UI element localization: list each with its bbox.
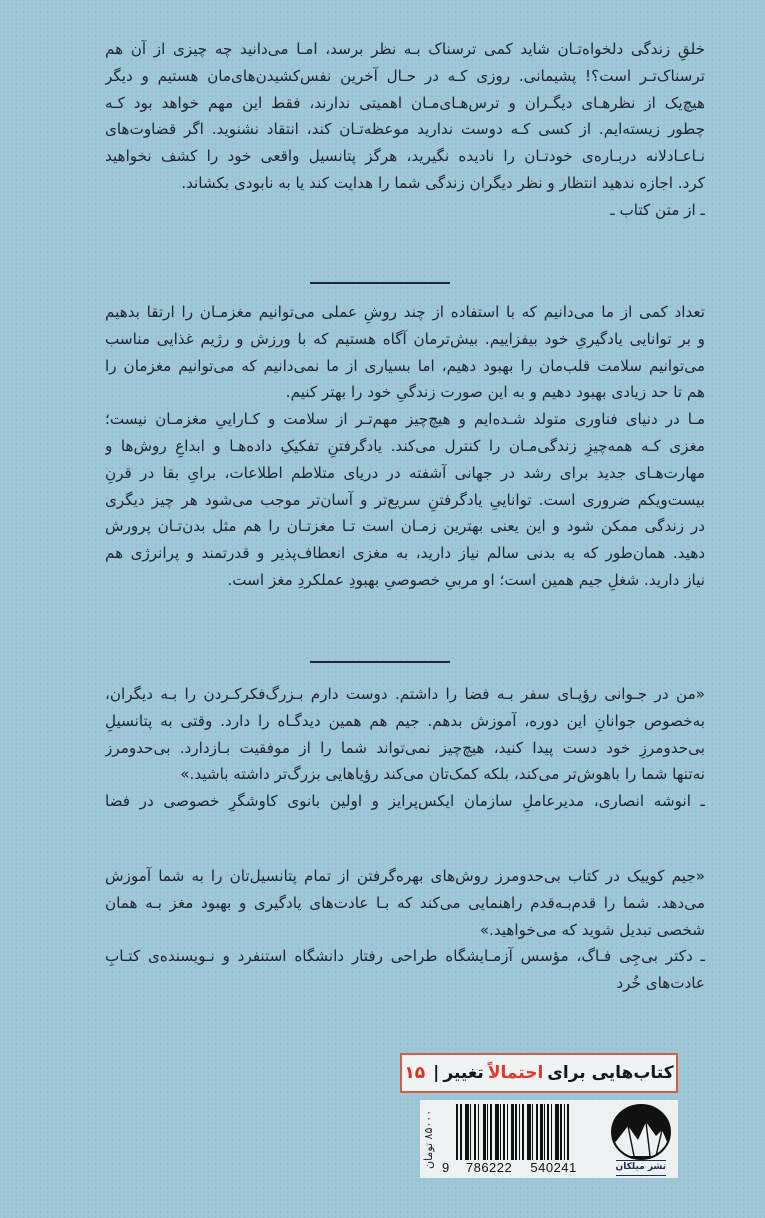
description-line: مهارت‌هـای جدید برای رشد در جهانی آشفته در دریای متلاطم اطلاعات، برایِ بقا در قرنِ — [105, 463, 705, 482]
series-separator: | — [433, 1063, 440, 1083]
section-divider — [310, 661, 450, 663]
description-line: می‌توانیم سلامت قلب‌مان را بهبود دهیم، اما بسیاری از ما نمی‌دانیم که می‌توانیم مغزمان را — [105, 356, 705, 375]
quote-attribution: عادت‌های خُرد — [616, 974, 705, 993]
series-number: ۱۵ — [404, 1063, 426, 1083]
series-label — [400, 1053, 678, 1093]
description-line: تعداد کمی از ما می‌دانیم که با استفاده از چند روشِ عملی می‌توانیم مغزمـان را ارتقا بدهیم — [105, 303, 705, 321]
quote-line: «جیم کوییک در کتاب بی‌حدومرز روش‌های بهره‌گرفتن از تمام پتانسیل‌تان را به شما آموزش — [105, 867, 705, 885]
description-line: نیاز دارید. شغلِ جیم همین است؛ او مربیِ خصوصیِ بهبودِ عملکردِ مغز است. — [227, 570, 705, 589]
series-suffix: تغییر — [443, 1063, 484, 1083]
quote-line: می‌دهد. شما را قدم‌بـه‌قدم راهنمایی می‌کند که بـا عادت‌های یادگیری و بهبود مغز بـه همان — [105, 893, 705, 912]
isbn-barcode-icon — [456, 1104, 596, 1160]
description-line: دهید. همان‌طور که به بدنی سالم نیاز دارید، به مغزی انعطاف‌پذیر و قدرتمند و پرانرژی هم — [105, 544, 705, 563]
excerpt-line: چطور زیسته‌ایم. از کسی کـه دوست ندارید موعظه‌تـان کند، انتقاد نشنوید. اگر قضاوت‌های — [105, 120, 705, 139]
quote-line: بی‌حدومرزِ خود دست پیدا کنید، هیچ‌چیز نمی‌تواند شما را از موفقیت بـازدارد. بی‌حدومرز — [105, 738, 705, 757]
excerpt-line: هیچ‌یک از نظرهـای دیگـران و ترس‌هـای‌مـان اهمیتی ندارند، فقط این مهم خواهد بود کـه — [105, 93, 705, 112]
excerpt-line: خلقِ زندگی دلخواه‌تـان شاید کمی ترسناک بـه نظر برسد، امـا می‌دانید چه چیزی از آن هم — [105, 40, 705, 58]
description-line: مـا در دنیای فناوری متولد شـده‌ایم و هیچ‌چیز مهم‌تـر از سلامت و کـاراییِ مغزمـان نیست؛ — [105, 410, 705, 429]
excerpt-line: نـاعـادلانه دربـاره‌ی خودتـان را نادیده نگیرید، هرگز پتانسیل واقعی خود را کشف نخواهید — [105, 147, 705, 166]
isbn-first-digit: 9 — [442, 1160, 450, 1175]
isbn-group-1: 786222 — [465, 1160, 513, 1175]
excerpt-section — [105, 36, 705, 224]
excerpt-line: کرد. اجازه ندهید انتظار و نظر دیگران زندگی شما را هدایت کند یا به نابودی بکشاند. — [181, 173, 705, 192]
publisher-name: نشر میلکان — [616, 1160, 666, 1176]
excerpt-attribution: ـ از متن کتاب ـ — [610, 200, 705, 219]
isbn-digits — [442, 1160, 577, 1175]
description-line: بیست‌ویکم ضروری است. تواناییِ یادگرفتنِ سریع‌تر و آسان‌تر موجب می‌شود هر چیز دیگری — [105, 490, 705, 509]
endorsement-fogg — [105, 863, 705, 997]
description-line: و بر توانایی یادگیریِ خود بیفزاییم. بیش‌ترمان آگاه هستیم که با ورزش و رژیم غذایی مناسب — [105, 329, 705, 348]
series-prefix: کتاب‌هایی برای — [547, 1063, 674, 1083]
series-highlight: احتمالاً — [487, 1063, 544, 1083]
quote-attribution: ـ انوشه انصاری، مدیرعاملِ سازمان ایکس‌پرایز و اولین بانوی کاوشگرِ خصوصی در فضا — [105, 792, 705, 811]
price-label: ۸۵۰۰۰ تومان — [422, 1109, 435, 1169]
quote-line: «من در جـوانی رؤیـای سفر بـه فضا را داشتم. دوست دارم بـزرگ‌فکرکـردن را بـه دیگران، — [105, 685, 705, 703]
barcode-panel — [420, 1100, 678, 1178]
description-line: هم تا حد زیادی بهبود دهیم و به این صورت زندگیِ خود را بهتر کنیم. — [285, 383, 705, 402]
quote-line: به‌خصوص جوانانِ این دوره، آموزش بدهم. جیم هم همین دیدگـاه را دارد. وقتی به پتانسیلِ — [105, 711, 705, 730]
section-divider — [310, 282, 450, 284]
description-line: در زندگی ممکن شود و این یعنی بهترین زمـان است تـا مغزتـان را هم مثل بدن‌تـان پرورش — [105, 517, 705, 536]
endorsement-ansari — [105, 681, 705, 815]
description-section — [105, 299, 705, 594]
quote-line: شخصی تبدیل شوید که می‌خواهید.» — [479, 920, 705, 939]
isbn-group-2: 540241 — [530, 1160, 577, 1175]
quote-line: نه‌تنها شما را باهوش‌تر می‌کند، بلکه کمک‌تان می‌کند رؤیاهایی بزرگ‌تر داشته باشید.» — [180, 765, 705, 784]
quote-attribution: ـ دکتر بی‌جِی فـاگ، مؤسس آزمـایشگاه طراحی رفتار دانشگاه استنفرد و نـویسنده‌ی کتـابِ — [105, 947, 705, 966]
description-line: مغزی کـه همه‌چیزِ زندگی‌مـان را کنترل می‌کند. یادگرفتنِ تفکیکِ داده‌هـا و ابداعِ روش‌ها و — [105, 436, 705, 455]
excerpt-line: ترسناک‌تـر است؟! پشیمانی. روزی کـه در حـال آخرین نفس‌کشیدن‌های‌مان هستیم و دیگر — [105, 66, 705, 85]
